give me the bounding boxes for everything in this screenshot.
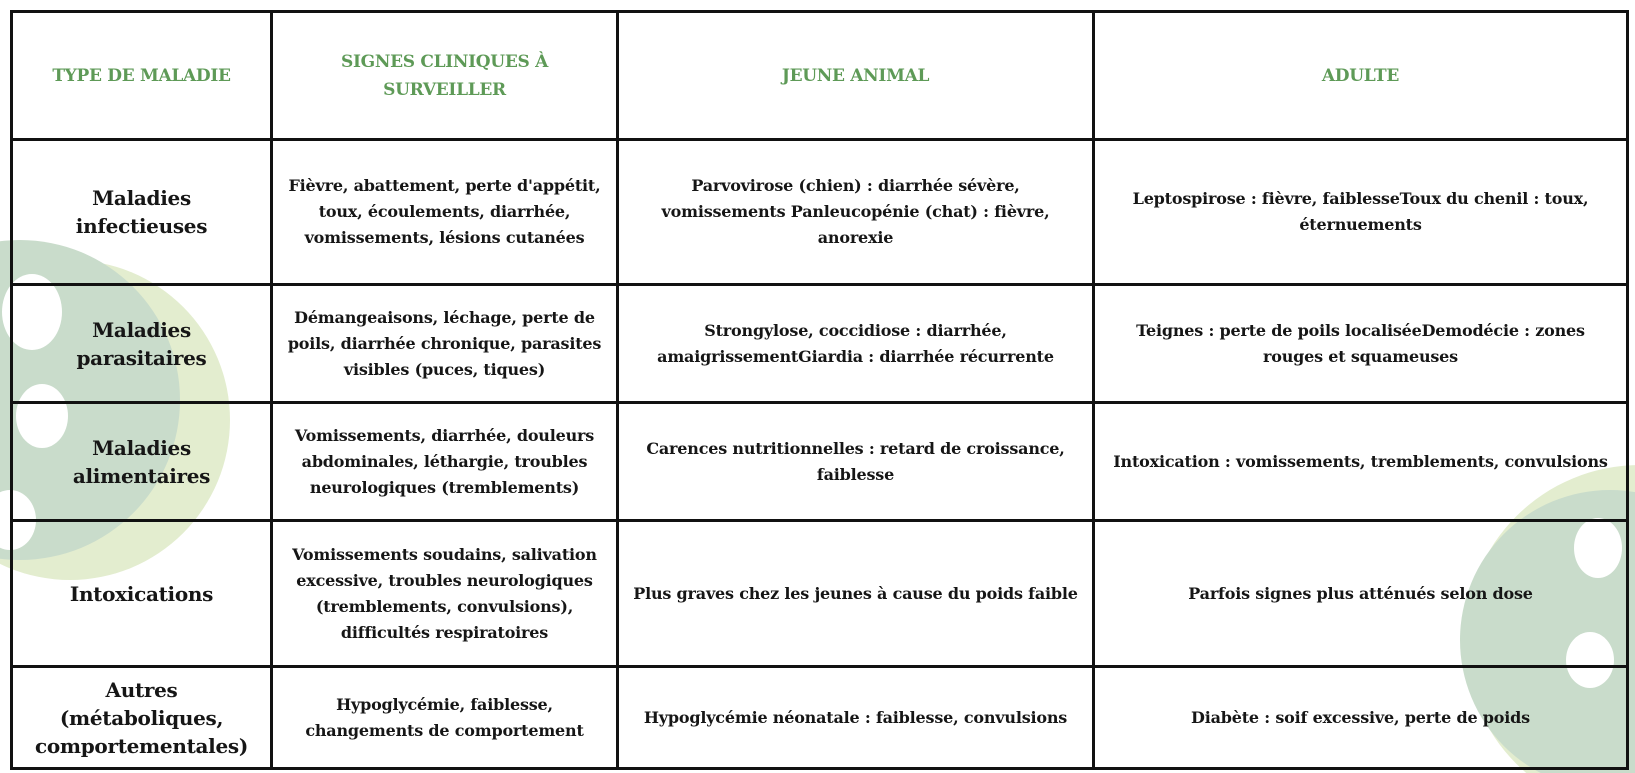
table-header-row (12, 12, 1628, 140)
young-animal-cell: Strongylose, coccidiose : diarrhée, amaigrissementGiardia : diarrhée récurrente (618, 285, 1094, 403)
table-row (12, 403, 1628, 521)
table-row (12, 285, 1628, 403)
young-animal-cell: Carences nutritionnelles : retard de croissance, faiblesse (618, 403, 1094, 521)
signs-cell: Vomissements soudains, salivation excessive, troubles neurologiques (tremblements, convulsions), difficultés respiratoires (272, 521, 618, 667)
signs-cell: Hypoglycémie, faiblesse, changements de comportement (272, 667, 618, 769)
table-row (12, 667, 1628, 769)
header-type: TYPE DE MALADIE (12, 12, 272, 140)
table-row (12, 140, 1628, 285)
disease-type-cell: Maladies infectieuses (12, 140, 272, 285)
signs-cell: Démangeaisons, léchage, perte de poils, diarrhée chronique, parasites visibles (puces, tiques) (272, 285, 618, 403)
disease-table (10, 10, 1629, 770)
adult-cell: Parfois signes plus atténués selon dose (1094, 521, 1628, 667)
table-row (12, 521, 1628, 667)
header-signs: SIGNES CLINIQUES À SURVEILLER (272, 12, 618, 140)
disease-type-cell: Maladies alimentaires (12, 403, 272, 521)
young-animal-cell: Parvovirose (chien) : diarrhée sévère, vomissements Panleucopénie (chat) : fièvre, anorexie (618, 140, 1094, 285)
adult-cell: Diabète : soif excessive, perte de poids (1094, 667, 1628, 769)
signs-cell: Fièvre, abattement, perte d'appétit, toux, écoulements, diarrhée, vomissements, lésions cutanées (272, 140, 618, 285)
young-animal-cell: Hypoglycémie néonatale : faiblesse, convulsions (618, 667, 1094, 769)
adult-cell: Leptospirose : fièvre, faiblesseToux du chenil : toux, éternuements (1094, 140, 1628, 285)
disease-type-cell: Autres (métaboliques, comportementales) (12, 667, 272, 769)
signs-cell: Vomissements, diarrhée, douleurs abdominales, léthargie, troubles neurologiques (tremblements) (272, 403, 618, 521)
disease-type-cell: Maladies parasitaires (12, 285, 272, 403)
adult-cell: Teignes : perte de poils localiséeDemodécie : zones rouges et squameuses (1094, 285, 1628, 403)
disease-type-cell: Intoxications (12, 521, 272, 667)
young-animal-cell: Plus graves chez les jeunes à cause du poids faible (618, 521, 1094, 667)
header-adult: ADULTE (1094, 12, 1628, 140)
adult-cell: Intoxication : vomissements, tremblements, convulsions (1094, 403, 1628, 521)
header-young: JEUNE ANIMAL (618, 12, 1094, 140)
